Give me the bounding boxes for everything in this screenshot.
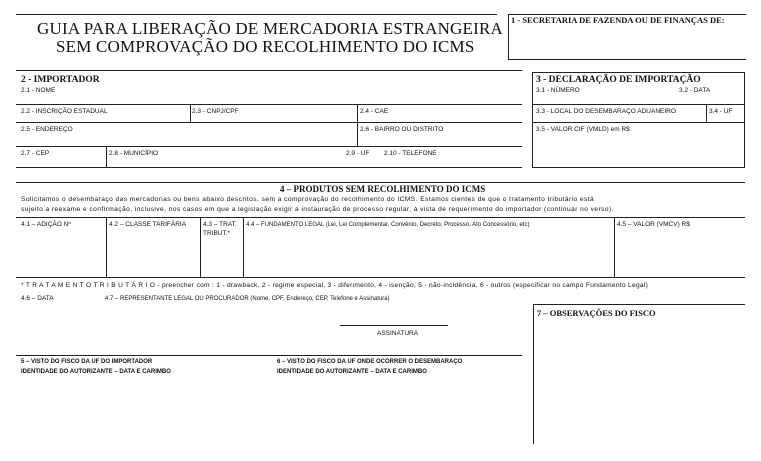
produtos-bottom-rule [16,277,745,278]
header-top-rule [16,14,497,15]
produtos-header-rule [16,217,745,218]
importador-row2-rule [16,104,522,105]
produtos-valor-label: 4.5 – VALOR (VMCV) R$ [617,221,690,228]
produtos-fundamento-label: 4.4 – FUNDAMENTO LEGAL (Lei, Lei Complementar, Convênio, Decreto, Processo, Ato Concessório, etc) [246,222,530,228]
importador-cep-label: 2.7 - CEP [21,150,50,157]
declaracao-numero-label: 3.1 - NÚMERO [536,87,580,94]
importador-cnpj-label: 2.3 - CNPJ/CPF [192,108,239,115]
declaracao-data-label: 3.2 - DATA [679,87,711,94]
divider [190,104,191,122]
importador-endereco-label: 2.5 - ENDEREÇO [21,126,73,133]
document-title-line2: SEM COMPROVAÇÃO DO RECOLHIMENTO DO ICMS [56,37,475,56]
produtos-section-title: 4 – PRODUTOS SEM RECOLHIMENTO DO ICMS [280,184,486,194]
importador-telefone-label: 2.10 - TELEFONE [384,150,437,157]
importador-municipio-label: 2.8 - MUNICÍPIO [109,150,159,157]
produtos-text-line2: sujeito a reexame e confirmação, inclusive, nos casos em que a legislação exigir a instauração de processo regular, à vista de requerimento do importador (continuar no verso). [21,206,614,213]
visto-desembaraco-title: 6 – VISTO DO FISCO DA UF ONDE OCORRER O DESEMBARAÇO [277,359,463,365]
importador-row4-rule [16,146,522,147]
importador-top-rule [16,70,522,71]
importador-bottom-rule [16,167,522,168]
divider [243,217,244,277]
divider [614,217,615,277]
produtos-top-rule [16,182,745,183]
importador-uf-label: 2.9 - UF [346,150,370,157]
produtos-data-label: 4.6 – DATA [21,295,54,302]
assinatura-label: ASSINATURA [377,330,419,337]
importador-row3-rule [16,122,522,123]
produtos-trat-label-line1: 4.3 – TRAT. [203,221,237,228]
importador-nome-label: 2.1 - NOME [21,87,56,94]
divider [106,217,107,277]
visto-importador-identidade: IDENTIDADE DO AUTORIZANTE – DATA E CARIMBO [21,369,171,375]
importador-cae-label: 2.4 - CAE [360,108,389,115]
vistos-top-rule [16,355,522,356]
importador-section-title: 2 - IMPORTADOR [21,75,100,85]
tratamento-tributario-note: * T R A T A M E N T O T R I B U T Á R I O - preencher com : 1 - drawback, 2 - regime especial, 3 - diferimento, 4 - isenção, 5 - não-incidência, 6 - outros (especificar no campo Fundamento Legal) [21,282,649,289]
produtos-adicao-label: 4.1 – ADIÇÃO Nº [21,221,71,228]
visto-desembaraco-identidade: IDENTIDADE DO AUTORIZANTE – DATA E CARIMBO [277,369,427,375]
divider [106,146,107,167]
importador-bairro-label: 2.6 - BAIRRO OU DISTRITO [360,126,444,133]
declaracao-local-label: 3.3 - LOCAL DO DESEMBARAÇO ADUANEIRO [536,108,676,115]
observacoes-section-title: 7 – OBSERVAÇÕES DO FISCO [537,308,656,318]
divider [706,104,707,122]
produtos-representante-label: 4.7 – REPRESENTANTE LEGAL OU PROCURADOR (Nome, CPF, Endereço, CEP, Telefone e Assinatura) [105,296,390,302]
importador-inscricao-label: 2.2 - INSCRIÇÃO ESTADUAL [21,108,108,115]
declaracao-uf-label: 3.4 - UF [709,108,733,115]
declaracao-row2-rule [532,104,745,105]
secretaria-bottom-rule [508,59,746,60]
divider [200,217,201,277]
secretaria-left-rule [508,14,509,59]
produtos-trat-label-line2: TRIBUT.* [203,230,231,237]
declaracao-row3-rule [532,122,745,123]
divider [357,104,358,146]
secretaria-label: 1 - SECRETARIA DE FAZENDA OU DE FINANÇAS DE: [511,15,725,25]
observacoes-top-rule [533,304,745,305]
visto-importador-title: 5 – VISTO DO FISCO DA UF DO IMPORTADOR [21,359,153,365]
produtos-text-line1: Solicitamos o desembaraço das mercadorias ou bens abaixo descritos, sem a comprovação do recolhimento do ICMS. Estamos cientes de que o tratamento tributário está [21,196,595,203]
assinatura-line [340,325,448,326]
produtos-classe-label: 4.2 – CLASSE TARIFÁRIA [109,221,187,228]
observacoes-left-rule [533,304,534,444]
document-title-line1: GUIA PARA LIBERAÇÃO DE MERCADORIA ESTRANGEIRA [37,19,503,38]
declaracao-valor-label: 3.5 - VALOR CIF (VMLD) em R$ [536,126,630,133]
declaracao-section-title: 3 - DECLARAÇÃO DE IMPORTAÇÃO [536,75,701,85]
